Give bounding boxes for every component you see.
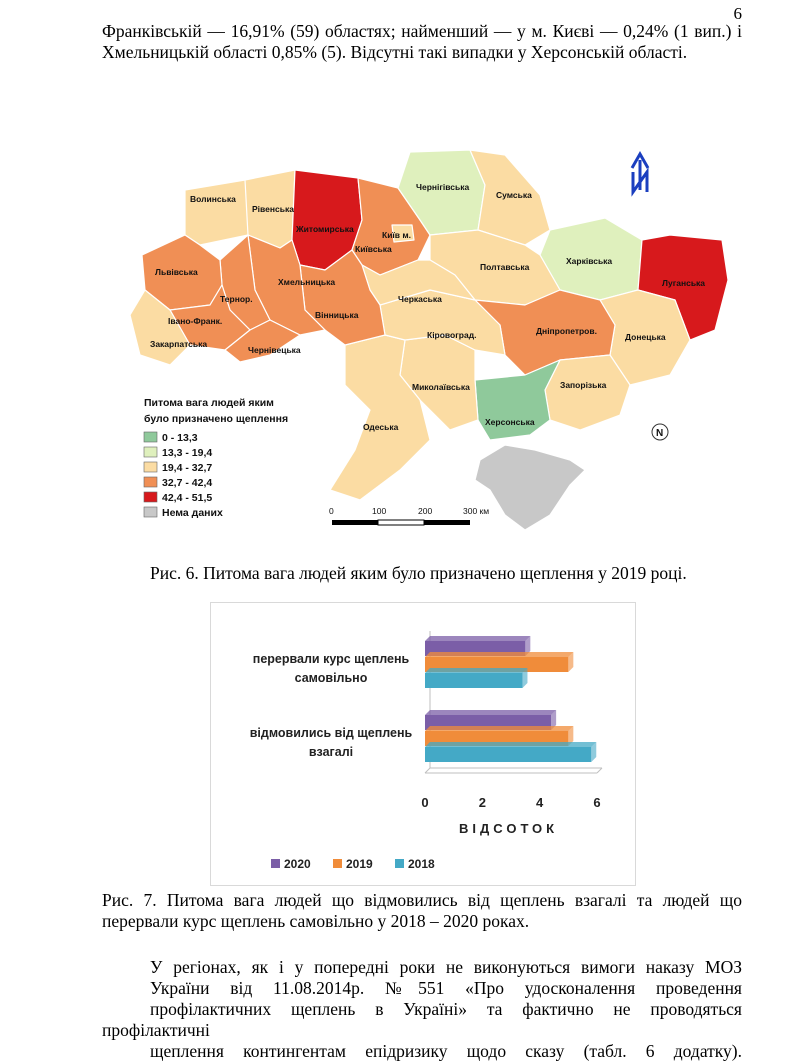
category-label: самовільно bbox=[294, 671, 368, 685]
region-label: Кіровоград. bbox=[427, 330, 477, 340]
legend-label: 13,3 - 19,4 bbox=[162, 447, 213, 459]
region-label: Дніпропетров. bbox=[536, 326, 597, 336]
legend-label: 0 - 13,3 bbox=[162, 432, 198, 444]
region-label: Запорізька bbox=[560, 380, 607, 390]
legend-swatch bbox=[395, 859, 404, 868]
region-khersonska bbox=[475, 360, 560, 440]
x-axis-label: ВІДСОТОК bbox=[459, 821, 559, 836]
legend-swatch bbox=[271, 859, 280, 868]
scale-label: 300 км bbox=[463, 506, 490, 516]
x-tick-label: 4 bbox=[536, 795, 544, 810]
category-label: перервали курс щеплень bbox=[252, 652, 410, 666]
region-label: Одеська bbox=[363, 422, 399, 432]
category-label: взагалі bbox=[308, 745, 354, 759]
scale-label: 0 bbox=[329, 506, 334, 516]
region-label: Київська bbox=[355, 244, 392, 254]
scale-bar bbox=[329, 506, 489, 525]
region-label: Рівенська bbox=[252, 204, 294, 214]
paragraph-line: України від 11.08.2014р. №551 «Про удосконалення проведення bbox=[150, 978, 742, 998]
north-compass-icon bbox=[652, 424, 668, 440]
legend-label: 19,4 - 32,7 bbox=[162, 462, 213, 474]
region-label: Черкаська bbox=[398, 294, 442, 304]
legend-swatch bbox=[144, 462, 157, 472]
region-label: Чернівецька bbox=[248, 345, 301, 355]
legend-label: 32,7 - 42,4 bbox=[162, 477, 213, 489]
bar bbox=[425, 742, 596, 762]
region-label: Хмельницька bbox=[278, 277, 336, 287]
x-tick-label: 2 bbox=[478, 795, 486, 810]
paragraph-bottom bbox=[102, 957, 742, 1062]
paragraph-line: щеплення контингентам епідризику щодо сказу (табл. 6 додатку). bbox=[150, 1041, 742, 1061]
figure-7-caption: Рис. 7. Питома вага людей що відмовились від щеплень взагалі та людей що перервали курс щеплень самовільно у 2018 – 2020 роках. bbox=[102, 890, 742, 931]
region-label: Закарпатська bbox=[150, 339, 208, 349]
axis-floor bbox=[425, 768, 430, 773]
region-label: Полтавська bbox=[480, 262, 530, 272]
paragraph-line: У регіонах, як і у попередні роки не виконуються вимоги наказу МОЗ bbox=[150, 957, 742, 977]
scale-label: 100 bbox=[372, 506, 387, 516]
chart-svg bbox=[211, 603, 635, 885]
x-tick-label: 0 bbox=[421, 795, 429, 810]
map-svg bbox=[130, 140, 750, 540]
axis-floor bbox=[597, 768, 602, 773]
region-label: Херсонська bbox=[485, 417, 535, 427]
bar bbox=[425, 668, 527, 688]
scale-label: 200 bbox=[418, 506, 433, 516]
region-label: Львівська bbox=[155, 267, 198, 277]
region-volynska bbox=[185, 180, 255, 245]
figure-6-caption: Рис. 6. Питома вага людей яким було призначено щеплення у 2019 році. bbox=[150, 563, 687, 583]
region-zaporizka bbox=[545, 355, 630, 430]
x-tick-label: 6 bbox=[593, 795, 601, 810]
region-label: Сумська bbox=[496, 190, 532, 200]
legend-title-2: було призначено щеплення bbox=[144, 413, 289, 425]
legend-swatch bbox=[144, 507, 157, 517]
region-label: Миколаївська bbox=[412, 382, 470, 392]
category-label: відмовились від щеплень bbox=[249, 726, 413, 740]
legend-title-1: Питома вага людей яким bbox=[144, 397, 274, 409]
page-number: 6 bbox=[733, 4, 742, 23]
svg-text:N: N bbox=[656, 428, 664, 439]
region-label: Чернігівська bbox=[416, 182, 470, 192]
ukraine-map bbox=[130, 140, 750, 540]
region-label: Київ м. bbox=[382, 230, 412, 240]
legend-swatch bbox=[333, 859, 342, 868]
legend-swatch bbox=[144, 432, 157, 442]
legend-label: 2020 bbox=[284, 857, 311, 871]
legend-label: Нема даних bbox=[162, 507, 223, 519]
paragraph-line: профілактичних щеплень в Україні» та фактично не проводяться профілактичні bbox=[102, 999, 742, 1040]
legend-label: 2018 bbox=[408, 857, 435, 871]
region-crimea bbox=[475, 445, 585, 530]
region-label: Донецька bbox=[625, 332, 666, 342]
legend-label: 42,4 - 51,5 bbox=[162, 492, 213, 504]
bar-chart bbox=[210, 602, 636, 886]
region-label: Тернор. bbox=[220, 294, 253, 304]
legend-swatch bbox=[144, 447, 157, 457]
region-label: Луганська bbox=[662, 278, 706, 288]
legend-swatch bbox=[144, 477, 157, 487]
legend-swatch bbox=[144, 492, 157, 502]
region-label: Вінницька bbox=[315, 310, 359, 320]
region-label: Волинська bbox=[190, 194, 236, 204]
region-label: Житомирська bbox=[296, 224, 354, 234]
map-legend bbox=[144, 397, 288, 519]
region-label: Івано-Франк. bbox=[168, 316, 223, 326]
paragraph-top: Франківській — 16,91% (59) областях; найменший — у м. Києві — 0,24% (1 вип.) і Хмельницькій області 0,85% (5). Відсутні такі випадки у Херсонській області. bbox=[102, 21, 742, 62]
legend-label: 2019 bbox=[346, 857, 373, 871]
north-arrow-icon bbox=[632, 154, 648, 192]
region-label: Харківська bbox=[566, 256, 613, 266]
